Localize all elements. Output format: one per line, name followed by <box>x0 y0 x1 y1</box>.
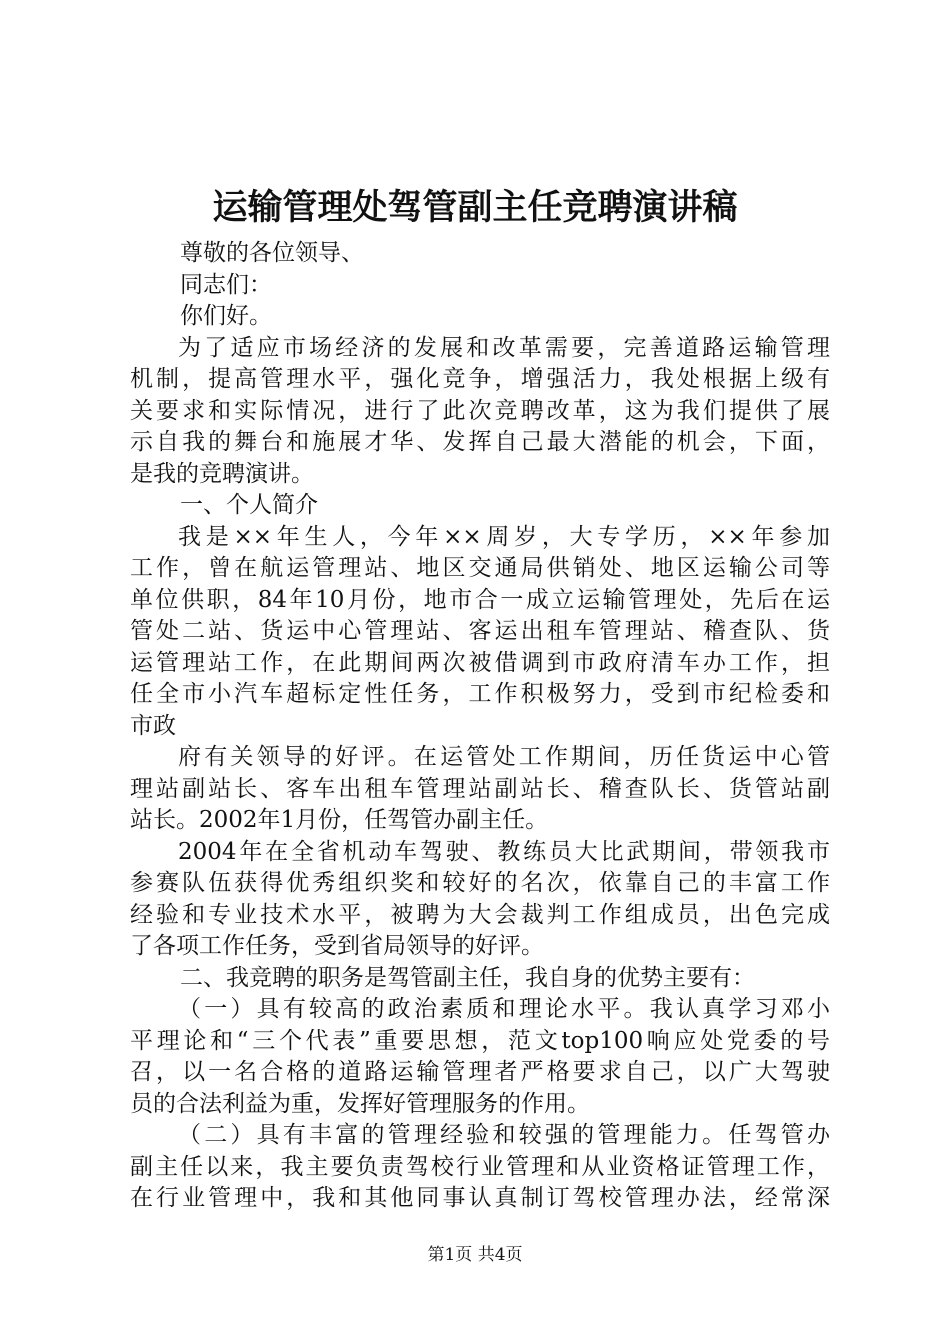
page-indicator: 第1页 共4页 <box>427 1245 523 1265</box>
body-line: 机制，提高管理水平，强化竞争，增强活力，我处根据上级有 <box>130 366 830 392</box>
body-line: 一、个人简介 <box>180 492 318 518</box>
body-line: 管处二站、货运中心管理站、客运出租车管理站、稽查队、货 <box>130 618 830 644</box>
body-line: 员的合法利益为重，发挥好管理服务的作用。 <box>130 1090 590 1117</box>
body-line: 经验和专业技术水平，被聘为大会裁判工作组成员，出色完成 <box>130 901 830 928</box>
body-line: 示自我的舞台和施展才华、发挥自己最大潜能的机会，下面， <box>130 429 830 455</box>
body-line: 副主任以来，我主要负责驾校行业管理和从业资格证管理工作， <box>130 1153 830 1180</box>
document-title: 运输管理处驾管副主任竞聘演讲稿 <box>212 187 738 228</box>
body-line: 府有关领导的好评。在运管处工作期间，历任货运中心管 <box>178 744 830 770</box>
body-line: 在行业管理中，我和其他同事认真制订驾校管理办法，经常深 <box>130 1185 830 1211</box>
body-line: 平理论和“三个代表”重要思想，范文top100响应处党委的号 <box>130 1027 830 1054</box>
body-line: 是我的竞聘演讲。 <box>130 460 314 487</box>
body-line: 尊敬的各位领导、 <box>180 240 364 266</box>
body-line: 理站副站长、客车出租车管理站副站长、稽查队长、货管站副 <box>130 775 830 802</box>
body-line: 关要求和实际情况，进行了此次竞聘改革，这为我们提供了展 <box>130 397 830 424</box>
body-line: 站长。2002年1月份，任驾管办副主任。 <box>130 807 549 833</box>
body-line: 运管理站工作，在此期间两次被借调到市政府清车办工作，担 <box>130 649 830 676</box>
body-line: 2004年在全省机动车驾驶、教练员大比武期间，带领我市 <box>178 838 830 865</box>
body-line: 单位供职，84年10月份，地市合一成立运输管理处，先后在运 <box>130 586 830 613</box>
body-line: 任全市小汽车超标定性任务，工作积极努力，受到市纪检委和 <box>130 681 830 707</box>
body-line: （二）具有丰富的管理经验和较强的管理能力。任驾管办 <box>178 1122 830 1148</box>
body-line: 同志们： <box>180 271 272 298</box>
body-line: 参赛队伍获得优秀组织奖和较好的名次，依靠自己的丰富工作 <box>130 870 830 896</box>
body-line: 为了适应市场经济的发展和改革需要，完善道路运输管理 <box>178 334 830 361</box>
body-line: 召，以一名合格的道路运输管理者严格要求自己，以广大驾驶 <box>130 1059 830 1085</box>
document-body <box>130 238 830 1215</box>
body-line: 你们好。 <box>180 303 272 329</box>
body-line: 了各项工作任务，受到省局领导的好评。 <box>130 933 544 959</box>
body-line: 二、我竞聘的职务是驾管副主任，我自身的优势主要有： <box>180 964 755 991</box>
body-line: （一）具有较高的政治素质和理论水平。我认真学习邓小 <box>178 996 830 1022</box>
body-line: 工作，曾在航运管理站、地区交通局供销处、地区运输公司等 <box>130 555 830 581</box>
body-line: 市政 <box>130 712 176 739</box>
body-line: 我是××年生人，今年××周岁，大专学历，××年参加 <box>178 523 830 550</box>
